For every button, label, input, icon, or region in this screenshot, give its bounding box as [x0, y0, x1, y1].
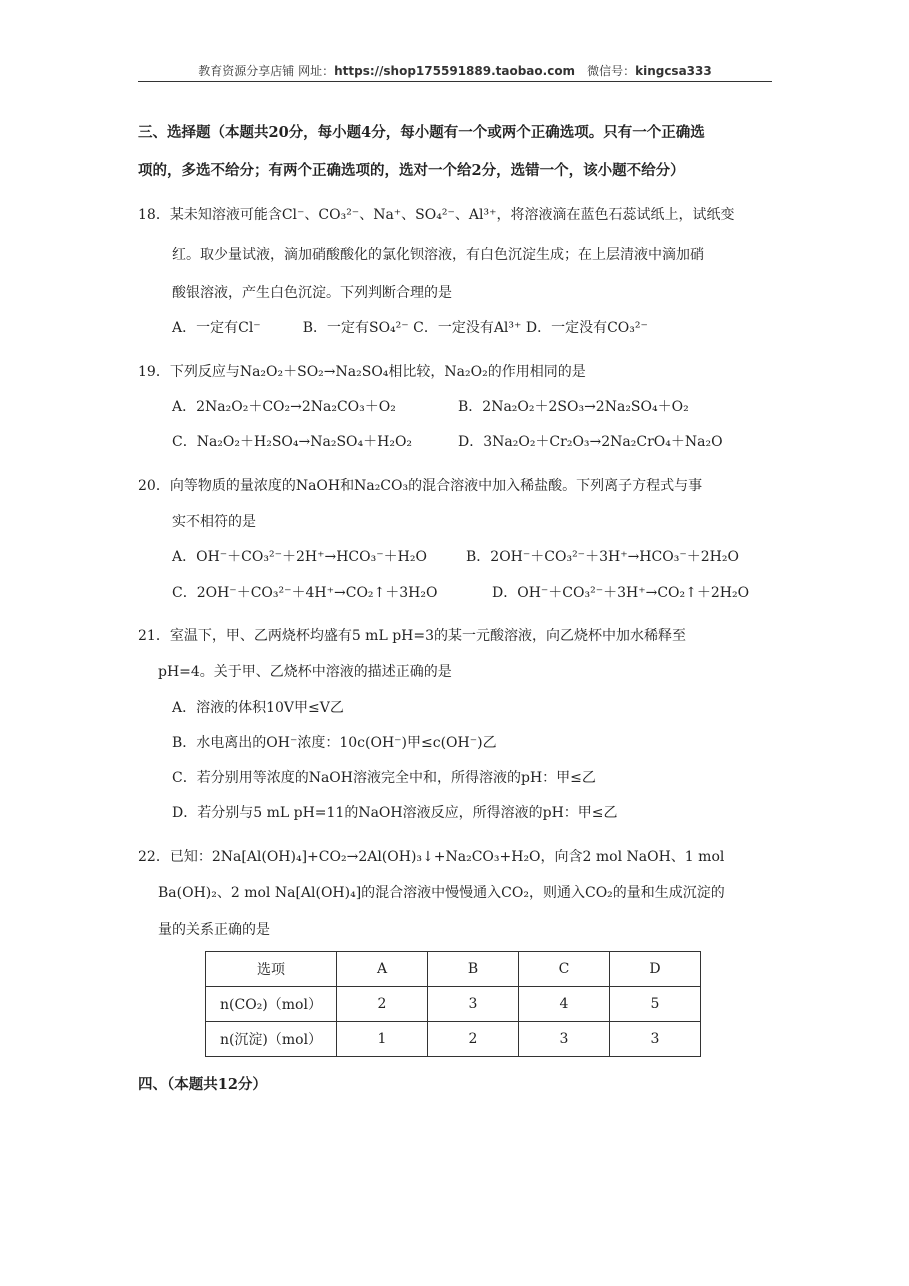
- shop-label: 教育资源分享店铺 网址：: [198, 64, 335, 78]
- table-cell: 2: [428, 1022, 519, 1057]
- q21-option-b: B．水电离出的OH⁻浓度：10c(OH⁻)甲≤c(OH⁻)乙: [172, 735, 497, 751]
- table-cell: 3: [610, 1022, 701, 1057]
- q22-line1: 22．已知：2Na[Al(OH)₄]+CO₂→2Al(OH)₃↓+Na₂CO₃+H₂O，向含2 mol NaOH、1 mol: [138, 849, 725, 865]
- table-cell: n(CO₂)（mol）: [206, 987, 337, 1022]
- table-cell: 3: [428, 987, 519, 1022]
- q20-option-c: C．2OH⁻＋CO₃²⁻＋4H⁺→CO₂↑＋3H₂O: [172, 585, 438, 601]
- table-cell: 5: [610, 987, 701, 1022]
- q19-option-a: A．2Na₂O₂＋CO₂→2Na₂CO₃＋O₂: [172, 399, 396, 415]
- wechat-id: kingcsa333: [635, 64, 712, 78]
- q22-table: [205, 951, 701, 1057]
- table-cell: 2: [337, 987, 428, 1022]
- table-cell: 3: [519, 1022, 610, 1057]
- header-divider: [138, 81, 772, 82]
- q21-line1: 21．室温下，甲、乙两烧杯均盛有5 mL pH=3的某一元酸溶液，向乙烧杯中加水稀释至: [138, 628, 687, 644]
- table-row: [206, 1022, 701, 1057]
- q22-line2: Ba(OH)₂、2 mol Na[Al(OH)₄]的混合溶液中慢慢通入CO₂，则通入CO₂的量和生成沉淀的: [158, 885, 725, 901]
- table-cell: 4: [519, 987, 610, 1022]
- q19-stem: 19．下列反应与Na₂O₂＋SO₂→Na₂SO₄相比较，Na₂O₂的作用相同的是: [138, 364, 586, 380]
- q20-line1: 20．向等物质的量浓度的NaOH和Na₂CO₃的混合溶液中加入稀盐酸。下列离子方程式与事: [138, 478, 703, 494]
- q18-options: A．一定有Cl⁻ B．一定有SO₄²⁻ C．一定没有Al³⁺ D．一定没有CO₃²⁻: [172, 320, 648, 336]
- table-header-cell: 选项: [206, 952, 337, 987]
- q18-line3: 酸银溶液，产生白色沉淀。下列判断合理的是: [172, 285, 452, 301]
- table-header-cell: D: [610, 952, 701, 987]
- table-header-cell: C: [519, 952, 610, 987]
- q22-line3: 量的关系正确的是: [158, 922, 270, 938]
- section3-title-line2: 项的，多选不给分；有两个正确选项的，选对一个给2分，选错一个，该小题不给分）: [138, 162, 685, 179]
- q19-option-c: C．Na₂O₂＋H₂SO₄→Na₂SO₄＋H₂O₂: [172, 434, 413, 450]
- table-cell: 1: [337, 1022, 428, 1057]
- q21-option-c: C．若分别用等浓度的NaOH溶液完全中和，所得溶液的pH：甲≤乙: [172, 770, 596, 786]
- q18-line1: 18．某未知溶液可能含Cl⁻、CO₃²⁻、Na⁺、SO₄²⁻、Al³⁺，将溶液滴在蓝色石蕊试纸上，试纸变: [138, 207, 735, 223]
- table-row: [206, 987, 701, 1022]
- q20-option-a: A．OH⁻＋CO₃²⁻＋2H⁺→HCO₃⁻＋H₂O: [172, 549, 427, 565]
- page-header: [138, 62, 772, 79]
- wechat-label: 微信号：: [587, 64, 636, 78]
- section4-title: 四、（本题共12分）: [138, 1076, 267, 1093]
- q19-option-b: B．2Na₂O₂＋2SO₃→2Na₂SO₄＋O₂: [458, 399, 689, 415]
- table-header-row: [206, 952, 701, 987]
- section3-title-line1: 三、选择题（本题共20分，每小题4分，每小题有一个或两个正确选项。只有一个正确选: [138, 124, 705, 141]
- q21-line2: pH=4。关于甲、乙烧杯中溶液的描述正确的是: [158, 664, 452, 680]
- q21-option-d: D．若分别与5 mL pH=11的NaOH溶液反应，所得溶液的pH：甲≤乙: [172, 805, 618, 821]
- table-cell: n(沉淀)（mol）: [206, 1022, 337, 1057]
- table-header-cell: B: [428, 952, 519, 987]
- q20-line2: 实不相符的是: [172, 514, 256, 530]
- table-header-cell: A: [337, 952, 428, 987]
- q20-option-b: B．2OH⁻＋CO₃²⁻＋3H⁺→HCO₃⁻＋2H₂O: [466, 549, 739, 565]
- q21-option-a: A．溶液的体积10V甲≤V乙: [172, 700, 344, 716]
- q18-line2: 红。取少量试液，滴加硝酸酸化的氯化钡溶液，有白色沉淀生成；在上层清液中滴加硝: [172, 247, 704, 263]
- q20-option-d: D．OH⁻＋CO₃²⁻＋3H⁺→CO₂↑＋2H₂O: [492, 585, 750, 601]
- shop-url[interactable]: https://shop175591889.taobao.com: [334, 64, 576, 78]
- q19-option-d: D．3Na₂O₂＋Cr₂O₃→2Na₂CrO₄＋Na₂O: [458, 434, 723, 450]
